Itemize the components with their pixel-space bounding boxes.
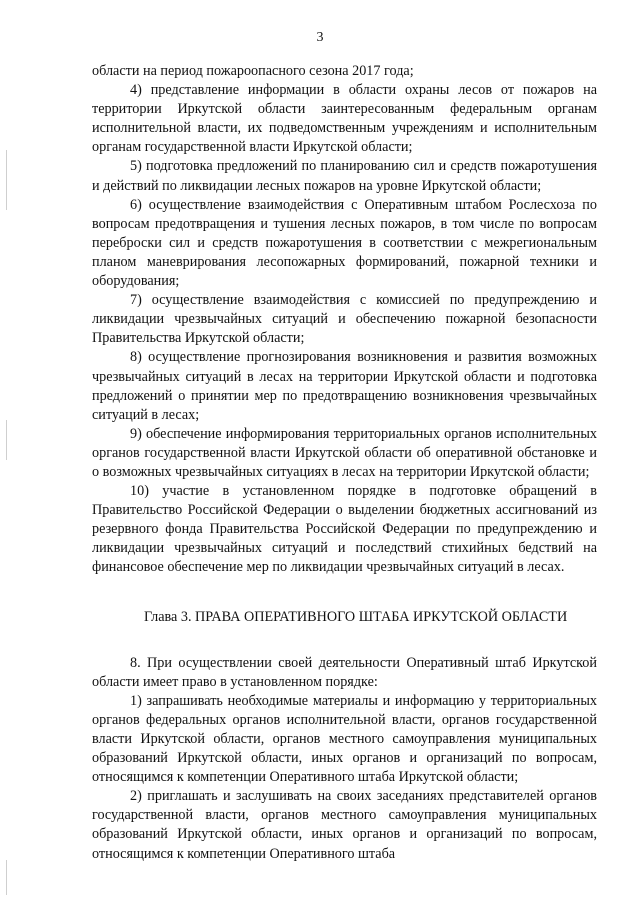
paragraph: 5) подготовка предложений по планированию сил и средств пожаротушения и действий по ликвидации лесных пожаров на уровне Иркутской области;: [92, 158, 597, 194]
paragraph: области на период пожароопасного сезона 2017 года;: [92, 63, 414, 79]
document-body: [92, 62, 597, 864]
paragraph: 4) представление информации в области охраны лесов от пожаров на территории Иркутской области заинтересованным федеральным органам исполнительной власти, их подведомственным учреждениям и исполнительным органам государственной власти Иркутской области;: [92, 82, 597, 156]
paragraph: 6) осуществление взаимодействия с Оперативным штабом Рослесхоза по вопросам предотвращения и тушения лесных пожаров, в том числе по вопросам переброски сил и средств пожаротушения в соответствии с межрегиональным планом маневрирования лесопожарных формирований, пожарной техники и оборудования;: [92, 196, 597, 290]
scan-edge-mark: [6, 420, 7, 460]
scan-edge-mark: [6, 860, 7, 895]
paragraph: 10) участие в установленном порядке в подготовке обращений в Правительство Российской Федерации о выделении бюджетных ассигнований из резервного фонда Правительства Российской Федерации по предупреждению и ликвидации чрезвычайных ситуаций и последствий стихийных бедствий на финансовое обеспечение мер по ликвидации чрезвычайных ситуаций в лесах.: [92, 483, 597, 576]
page-number: 3: [316, 30, 324, 45]
paragraph: 8. При осуществлении своей деятельности Оперативный штаб Иркутской области имеет право в установленном порядке:: [92, 654, 597, 690]
paragraph: 8) осуществление прогнозирования возникновения и развития возможных чрезвычайных ситуаций в лесах на территории Иркутской области и подготовка предложений о принятии мер по предотвращению возникновения чрезвычайных ситуаций в лесах;: [92, 349, 597, 423]
paragraph: 7) осуществление взаимодействия с комиссией по предупреждению и ликвидации чрезвычайных ситуаций и обеспечению пожарной безопасности Правительства Иркутской области;: [92, 292, 597, 347]
paragraph: 2) приглашать и заслушивать на своих заседаниях представителей органов государственной власти, органов местного самоуправления муниципальных образований Иркутской области, иных органов и организаций по вопросам, относящимся к компетенции Оперативного штаба: [92, 788, 597, 862]
paragraph: 1) запрашивать необходимые материалы и информацию у территориальных органов федеральных органов исполнительной власти, органов государственной власти Иркутской области, органов местного самоуправления муниципальных образований Иркутской области, иных органов и организаций по вопросам, относящимся к компетенции Оперативного штаба Иркутской области;: [92, 692, 597, 786]
scan-edge-mark: [6, 150, 7, 210]
chapter-heading: Глава 3. ПРАВА ОПЕРАТИВНОГО ШТАБА ИРКУТСКОЙ ОБЛАСТИ: [144, 608, 568, 625]
paragraph: 9) обеспечение информирования территориальных органов исполнительных органов государственной власти Иркутской области об оперативной обстановке и о возможных чрезвычайных ситуациях в лесах на территории Иркутской области;: [92, 425, 597, 480]
